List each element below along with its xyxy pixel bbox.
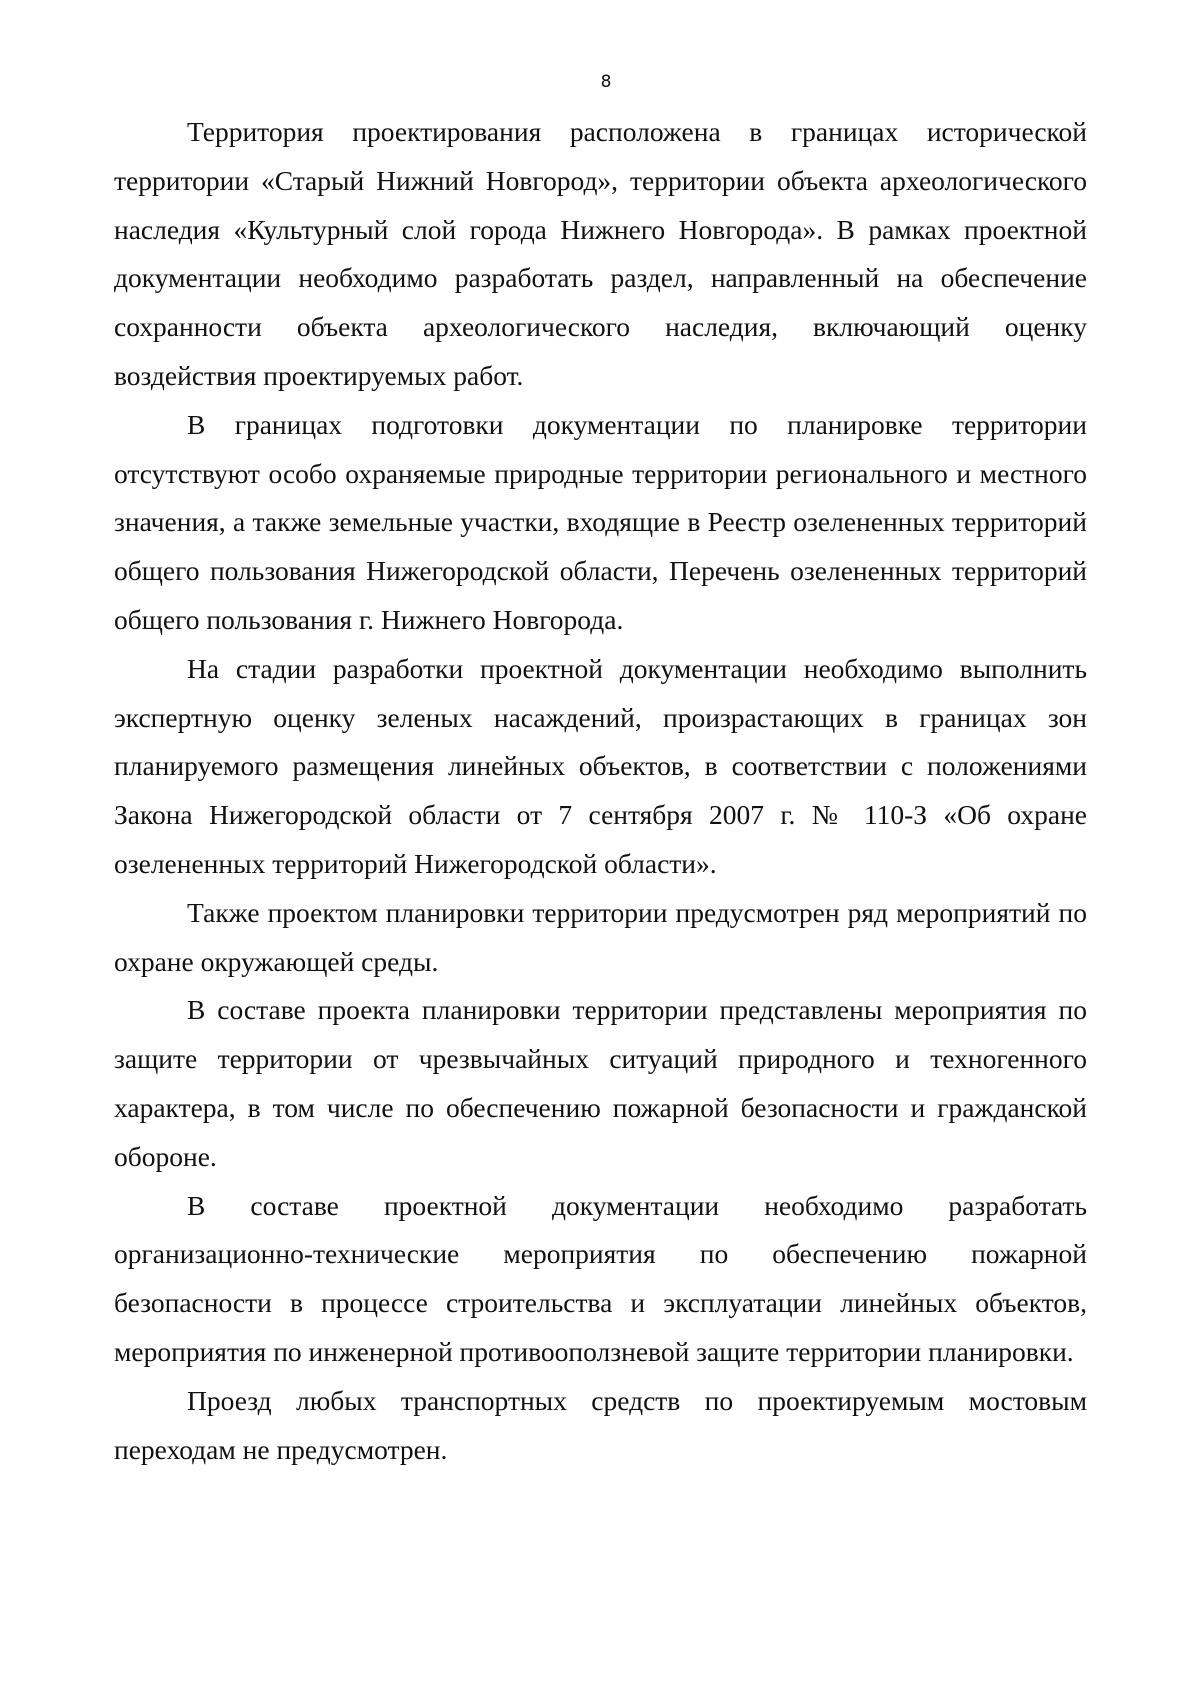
paragraph-fire-safety: В составе проектной документации необходимо разработать организационно-технические мероприятия по обеспечению пожарной безопасности в процессе строительства и эксплуатации линейных объектов, мероприятия по инженерной противооползневой защите территории планировки.	[114, 1189, 1087, 1367]
paragraph-emergency-measures: В составе проекта планировки территории представлены мероприятия по защите территории от чрезвычайных ситуаций природного и техногенного характера, в том числе по обеспечению пожарной безопасности и гражданской обороне.	[114, 994, 1087, 1172]
paragraph-green-plantings: На стадии разработки проектной документации необходимо выполнить экспертную оценку зеленых насаждений, произрастающих в границах зон планируемого размещения линейных объектов, в соответствии с положениями Закона Нижегородской области от 7 сентября 2007 г. № 110-З «Об охране озелененных территорий Нижегородской области».	[114, 652, 1087, 879]
paragraph-vehicle-passage: Проезд любых транспортных средств по проектируемым мостовым переходам не предусмотрен.	[114, 1384, 1087, 1465]
document-body	[114, 108, 1087, 1474]
paragraph-protected-areas: В границах подготовки документации по планировке территории отсутствуют особо охраняемые природные территории регионального и местного значения, а также земельные участки, входящие в Реестр озелененных территорий общего пользования Нижегородской области, Перечень озелененных территорий общего пользования г. Нижнего Новгорода.	[114, 408, 1087, 635]
paragraph-archaeological-heritage: Территория проектирования расположена в границах исторической территории «Старый Нижний Новгород», территории объекта археологического наследия «Культурный слой города Нижнего Новгорода». В рамках проектной документации необходимо разработать раздел, направленный на обеспечение сохранности объекта археологического наследия, включающий оценку воздействия проектируемых работ.	[114, 116, 1087, 391]
paragraph-environment-protection: Также проектом планировки территории предусмотрен ряд мероприятий по охране окружающей среды.	[114, 896, 1087, 977]
page-number: 8	[600, 72, 612, 92]
